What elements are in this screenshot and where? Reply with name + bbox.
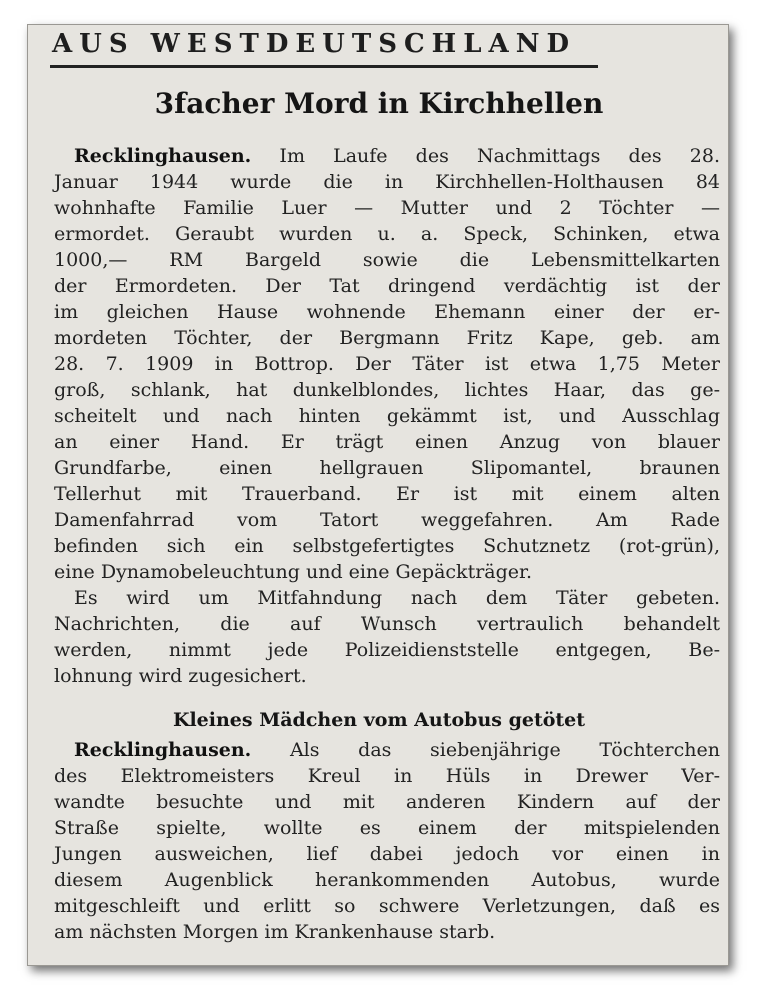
article-1-line: 1000,— RM Bargeld sowie die Lebensmittelkarten <box>54 249 720 271</box>
article-1-line: Damenfahrrad vom Tatort weggefahren. Am Rade <box>54 509 720 531</box>
article-1-line: groß, schlank, hat dunkelblondes, lichtes Haar, das ge- <box>54 379 720 401</box>
article-1-line: an einer Hand. Er trägt einen Anzug von blauer <box>54 431 720 453</box>
article-1-line: Januar 1944 wurde die in Kirchhellen-Holthausen 84 <box>54 171 720 193</box>
article-1-line: Es wird um Mitfahndung nach dem Täter gebeten. <box>74 587 720 609</box>
article-1-headline: 3facher Mord in Kirchhellen <box>154 87 604 120</box>
header-rule <box>50 65 598 68</box>
article-1-line: Tellerhut mit Trauerband. Er ist mit einem alten <box>54 483 720 505</box>
article-1-dateline: Recklinghausen. <box>74 145 252 167</box>
article-1-line: werden, nimmt jede Polizeidienststelle entgegen, Be- <box>54 639 720 661</box>
article-1-line: Nachrichten, die auf Wunsch vertraulich behandelt <box>54 613 720 635</box>
article-1-line: befinden sich ein selbstgefertigtes Schutznetz (rot-grün), <box>54 535 720 557</box>
article-1-line: im gleichen Hause wohnende Ehemann einer der er- <box>54 301 720 323</box>
article-1-line: der Ermordeten. Der Tat dringend verdächtig ist der <box>54 275 720 297</box>
article-1-line: 28. 7. 1909 in Bottrop. Der Täter ist etwa 1,75 Meter <box>54 353 720 375</box>
article-1-line: eine Dynamobeleuchtung und eine Gepäckträger. <box>54 561 533 583</box>
article-2-line: diesem Augenblick herankommenden Autobus, wurde <box>54 869 720 891</box>
article-1-line: scheitelt und nach hinten gekämmt ist, und Ausschlag <box>54 405 720 427</box>
article-2-line: mitgeschleift und erlitt so schwere Verletzungen, daß es <box>54 895 720 917</box>
article-2-line: wandte besuchte und mit anderen Kindern auf der <box>54 791 720 813</box>
article-2-line: am nächsten Morgen im Krankenhause starb. <box>54 921 496 943</box>
section-header: AUS WESTDEUTSCHLAND <box>52 29 577 59</box>
newspaper-clipping <box>27 24 729 966</box>
article-2-line: des Elektromeisters Kreul in Hüls in Drewer Ver- <box>54 765 720 787</box>
article-1-line: Grundfarbe, einen hellgrauen Slipomantel, braunen <box>54 457 720 479</box>
article-1-line: wohnhafte Familie Luer — Mutter und 2 Töchter — <box>54 197 720 219</box>
article-2-line: Jungen ausweichen, lief dabei jedoch vor einen in <box>54 843 720 865</box>
article-1-line: Recklinghausen. Im Laufe des Nachmittags des 28. <box>74 145 720 167</box>
article-1-line: lohnung wird zugesichert. <box>54 665 307 687</box>
article-2-line: Straße spielte, wollte es einem der mitspielenden <box>54 817 720 839</box>
article-2-line: Recklinghausen. Als das siebenjährige Töchterchen <box>74 739 720 761</box>
article-1-line: mordeten Töchter, der Bergmann Fritz Kape, geb. am <box>54 327 720 349</box>
article-2-headline: Kleines Mädchen vom Autobus getötet <box>172 709 586 731</box>
article-1-line: ermordet. Geraubt wurden u. a. Speck, Schinken, etwa <box>54 223 720 245</box>
article-2-dateline: Recklinghausen. <box>74 739 252 761</box>
